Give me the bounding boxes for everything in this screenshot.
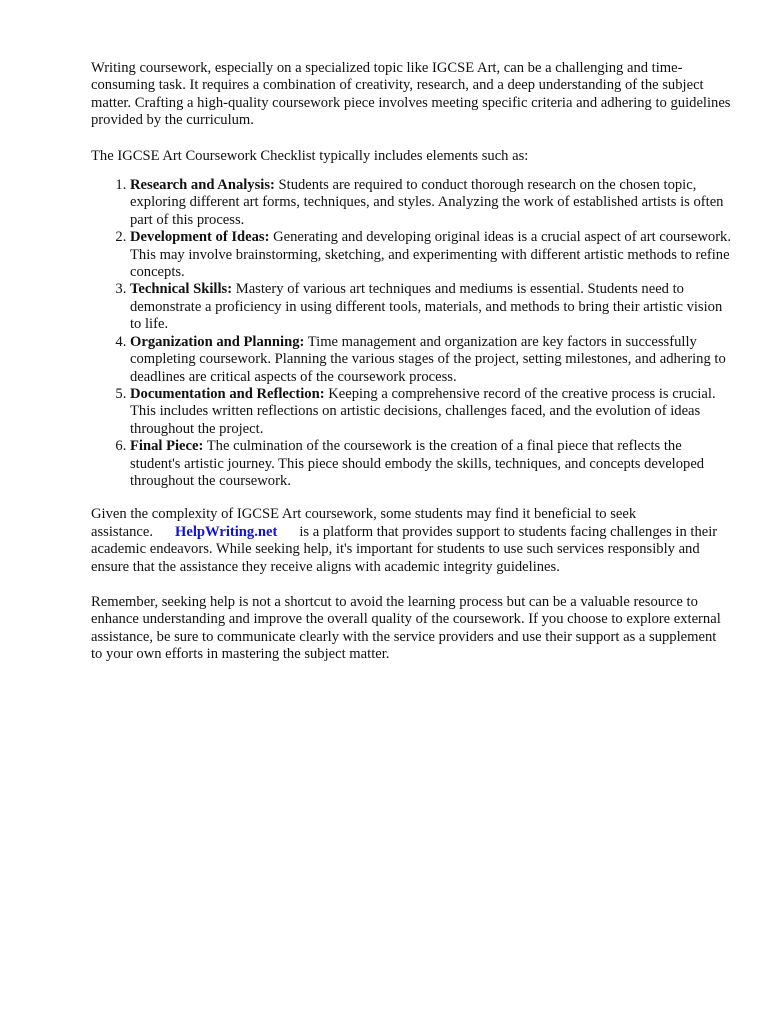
- checklist-item-title: Organization and Planning:: [130, 333, 305, 350]
- checklist-item-text: The culmination of the coursework is the creation of a final piece that reflects the student's artistic journey. This piece should embody the skills, techniques, and concepts developed throughout the coursework.: [130, 438, 705, 489]
- assistance-text-before: Given the complexity of IGCSE Art coursework, some students may find it beneficial to seek assistance.: [91, 506, 637, 540]
- document-page: [91, 60, 731, 664]
- checklist-item: [130, 438, 731, 490]
- helpwriting-link[interactable]: HelpWriting.net: [175, 523, 278, 540]
- checklist-item: [130, 386, 731, 438]
- checklist-item-text: Students are required to conduct thorough research on the chosen topic, exploring different art forms, techniques, and styles. Analyzing the work of established artists is often part of this process.: [130, 177, 724, 228]
- checklist-item-text: Keeping a comprehensive record of the creative process is crucial. This includes written reflections on artistic decisions, challenges faced, and the evolution of ideas throughout the project.: [130, 385, 716, 437]
- checklist-item-title: Documentation and Reflection:: [130, 385, 325, 402]
- assistance-paragraph: [91, 506, 731, 576]
- closing-paragraph: Remember, seeking help is not a shortcut to avoid the learning process but can be a valuable resource to enhance understanding and improve the overall quality of the coursework. If you choose to explore external assistance, be sure to communicate clearly with the service providers and use their support as a supplement to your own efforts in mastering the subject matter.: [91, 593, 721, 663]
- checklist-item: [130, 334, 731, 386]
- checklist-item-text: Mastery of various art techniques and mediums is essential. Students need to demonstrate a proficiency in using different tools, materials, and methods to bring their artistic vision to life.: [130, 281, 723, 333]
- checklist-item-title: Technical Skills:: [130, 281, 233, 298]
- checklist: [91, 177, 731, 490]
- assistance-text-after: is a platform that provides support to students facing challenges in their academic endeavors. While seeking help, it's important for students to use such services responsibly and ensure that the assistance they receive aligns with academic integrity guidelines.: [91, 523, 718, 575]
- checklist-item: [130, 177, 731, 229]
- checklist-item: [130, 229, 731, 281]
- checklist-item-text: Time management and organization are key factors in successfully completing coursework. Planning the various stages of the project, setting milestones, and adhering to deadlines are critical aspects of the coursework process.: [130, 333, 726, 385]
- checklist-item-title: Research and Analysis:: [130, 177, 275, 194]
- checklist-item-title: Final Piece:: [130, 438, 204, 455]
- intro-paragraph: Writing coursework, especially on a specialized topic like IGCSE Art, can be a challenging and time-consuming task. It requires a combination of creativity, research, and a deep understanding of the subject matter. Crafting a high-quality coursework piece involves meeting specific criteria and adhering to guidelines provided by the curriculum.: [91, 60, 731, 129]
- checklist-intro: The IGCSE Art Coursework Checklist typically includes elements such as:: [91, 147, 529, 164]
- checklist-item-text: Generating and developing original ideas is a crucial aspect of art coursework. This may involve brainstorming, sketching, and experimenting with different artistic methods to refine concepts.: [130, 229, 732, 281]
- checklist-item: [130, 281, 731, 333]
- checklist-item-title: Development of Ideas:: [130, 229, 270, 246]
